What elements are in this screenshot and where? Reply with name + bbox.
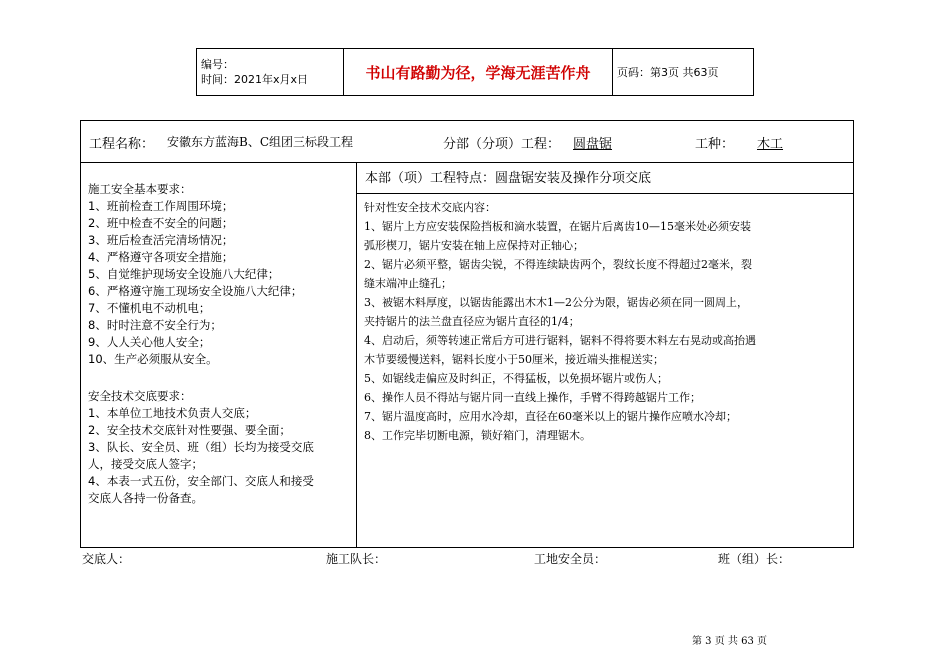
trade-label: 工种： [695,137,735,152]
content-line: 弧形楔刀，锯片安装在轴上应保持对正轴心； [364,239,584,252]
tech-line: 2、安全技术交底针对性要强、要全面； [88,423,291,437]
basic-item: 1、班前检查工作周围环境； [88,199,234,213]
basic-item: 7、不懂机电不动机电； [88,301,211,315]
basic-item: 4、严格遵守各项安全措施； [88,250,234,264]
discloser-signature-label: 交底人： [82,552,131,566]
content-line: 1、锯片上方应安装保险挡板和滴水装置，在锯片后离齿10—15毫米处必须安装 [364,220,751,233]
basic-item: 3、班后检查活完清场情况； [88,233,234,247]
basic-item: 6、严格遵守施工现场安全设施八大纪律； [88,284,303,298]
basic-item: 9、人人关心他人安全； [88,335,211,349]
page-footer: 第 3 页 共 63 页 [692,636,767,647]
disclosure-content-column [357,163,853,547]
content-line: 缝末端冲止缝孔； [364,277,452,290]
content-line: 夹持锯片的法兰盘直径应为锯片直径的1/4； [364,315,580,328]
page-code: 页码：第3页 共63页 [613,49,754,96]
team-leader-signature-label: 施工队长： [326,552,387,566]
date-text: 时间：2021年x月x日 [201,73,309,86]
tech-line: 1、本单位工地技术负责人交底； [88,406,257,420]
project-info-row [81,121,853,163]
document-header [196,48,754,96]
basic-requirements-title: 施工安全基本要求： [88,182,192,196]
basic-item: 10、生产必须服从安全。 [88,352,218,366]
basic-item: 8、时时注意不安全行为； [88,318,222,332]
features-title: 本部（项）工程特点：圆盘锯安装及操作分项交底 [357,163,853,194]
tech-line: 人，接受交底人签字； [88,457,203,471]
content-line: 木节要缓慢送料，锯料长度小于50厘米，接近端头推棍送实； [364,353,664,366]
project-name-label: 工程名称： [89,137,155,152]
trade-value: 木工 [757,137,784,152]
division-value: 圆盘锯 [573,137,613,152]
content-line: 6、操作人员不得站与锯片同一直线上操作，手臂不得跨越锯片工作； [364,391,701,404]
number-label: 编号： [201,58,234,71]
content-line: 2、锯片必须平整，锯齿尖锐，不得连续缺齿两个，裂纹长度不得超过2毫米，裂 [364,258,752,271]
motto-text: 书山有路勤为径，学海无涯苦作舟 [344,49,613,96]
content-line: 4、启动后，须等转速正常后方可进行锯料，锯料不得将要木料左右晃动或高抬遇 [364,334,756,347]
content-line: 8、工作完毕切断电源，锁好箱门，清理锯木。 [364,429,591,442]
disclosure-form [80,120,854,548]
content-line: 7、锯片温度高时，应用水冷却，直径在60毫米以上的锯片操作应喷水冷却； [364,410,737,423]
content-title: 针对性安全技术交底内容： [364,201,496,214]
basic-item: 5、自觉维护现场安全设施八大纪律； [88,267,280,281]
tech-line: 3、队长、安全员、班（组）长均为接受交底 [88,440,314,454]
safety-officer-signature-label: 工地安全员： [534,552,607,566]
content-line: 3、被锯木料厚度，以锯齿能露出木木1—2公分为限，锯齿必须在同一圆周上， [364,296,748,309]
tech-line: 4、本表一式五份，安全部门、交底人和接受 [88,474,314,488]
requirements-column [81,163,357,547]
tech-requirements-title: 安全技术交底要求： [88,389,192,403]
group-leader-signature-label: 班（组）长： [718,552,791,566]
division-label: 分部（分项）工程： [443,137,561,152]
tech-line: 交底人各持一份备查。 [88,491,203,505]
content-line: 5、如锯线走偏应及时纠正，不得猛板，以免损坏锯片或伤人； [364,372,668,385]
project-name-value: 安徽东方蓝海B、C组团三标段工程 [167,135,354,149]
header-meta [197,49,344,96]
basic-item: 2、班中检查不安全的问题； [88,216,234,230]
